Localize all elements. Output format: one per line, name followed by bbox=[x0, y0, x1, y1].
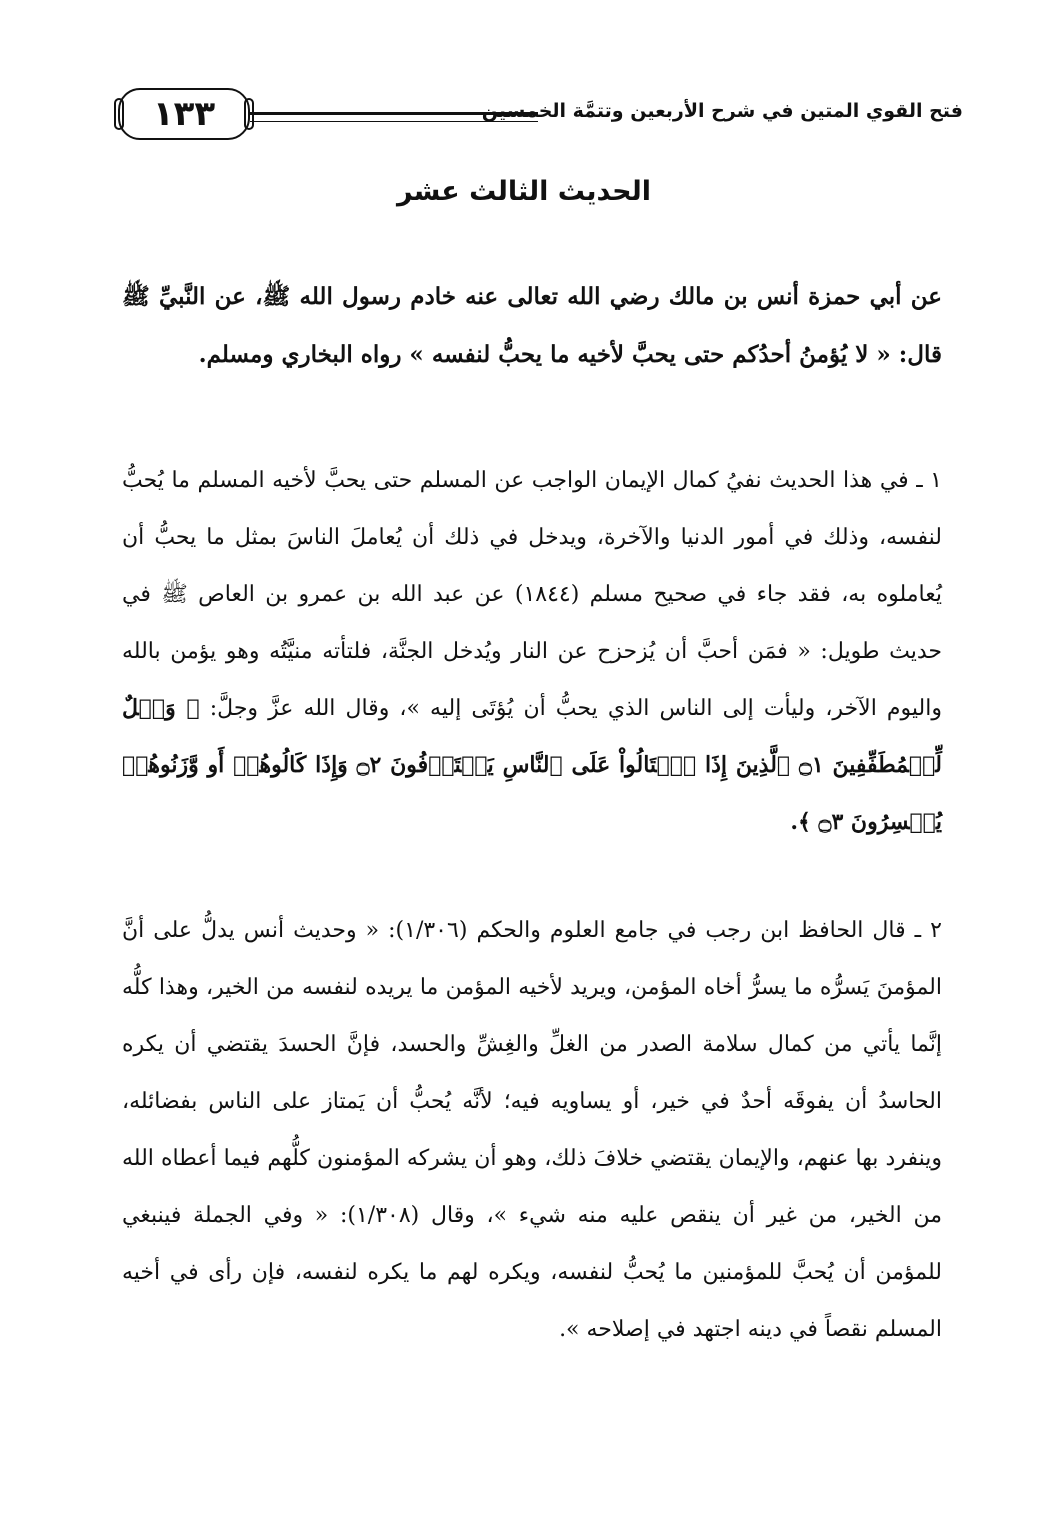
page-number-frame bbox=[118, 88, 250, 140]
commentary-paragraph-1 bbox=[122, 452, 942, 851]
page-header bbox=[118, 88, 963, 146]
chapter-title: الحديث الثالث عشر bbox=[397, 176, 651, 207]
paragraph-2-text: ٢ ـ قال الحافظ ابن رجب في جامع العلوم والحكم (١/٣٠٦): « وحديث أنس يدلُّ على أنَّ المؤمنَ يَسرُّه ما يسرُّ أخاه المؤمن، ويريد لأخيه المؤمن ما يريده لنفسه من الخير، وهذا كلُّه إنَّما يأتي من كمال سلامة الصدر من الغلِّ والغِشِّ والحسد، فإنَّ الحسدَ يقتضي أن يكره الحاسدُ أن يفوقَه أحدٌ في خير، أو يساويه فيه؛ لأنَّه يُحبُّ أن يَمتاز على الناس بفضائله، وينفرد بها عنهم، والإيمان يقتضي خلافَ ذلك، وهو أن يشركه المؤمنون كلُّهم فيما أعطاه الله من الخير، من غير أن ينقص عليه منه شيء »، وقال (١/٣٠٨): « وفي الجملة فينبغي للمؤمن أن يُحبَّ للمؤمنين ما يُحبُّ لنفسه، ويكره لهم ما يكره لنفسه، فإن رأى في أخيه المسلم نقصاً في دينه اجتهد في إصلاحه ». bbox=[122, 918, 942, 1342]
hadith-text: عن أبي حمزة أنس بن مالك رضي الله تعالى عنه خادم رسول الله ﷺ، عن النَّبيِّ ﷺ قال: « لا يُؤمنُ أحدُكم حتى يحبَّ لأخيه ما يحبُّ لنفسه » رواه البخاري ومسلم. bbox=[122, 283, 942, 368]
paragraph-1 bbox=[122, 452, 942, 851]
commentary-paragraph-2 bbox=[122, 902, 942, 1358]
paragraph-1-text: ١ ـ في هذا الحديث نفيُ كمال الإيمان الواجب عن المسلم حتى يحبَّ لأخيه المسلم ما يُحبُّ لنفسه، وذلك في أمور الدنيا والآخرة، ويدخل في ذلك أن يُعاملَ الناسَ بمثل ما يحبُّ أن يُعاملوه به، فقد جاء في صحيح مسلم (١٨٤٤) عن عبد الله بن عمرو بن العاص ﷺ في حديث طويل: « فمَن أحبَّ أن يُزحزح عن النار ويُدخل الجنَّة، فلتأته منيَّتُه وهو يؤمن بالله واليوم الآخر، وليأت إلى الناس الذي يحبُّ أن يُؤتَى إليه »، وقال الله عزَّ وجلَّ: bbox=[122, 468, 942, 721]
header-rule bbox=[250, 112, 538, 122]
running-title: فتح القوي المتين في شرح الأربعين وتتمَّة الخمسين bbox=[481, 100, 963, 122]
quran-verse: ﴿ وَيۡلٌ لِّلۡمُطَفِّفِينَ ۝١ ٱلَّذِينَ إِذَا ٱكۡتَالُواْ عَلَى ٱلنَّاسِ يَسۡتَوۡفُونَ ۝٢ وَإِذَا كَالُوهُمۡ أَو وَّزَنُوهُمۡ يُخۡسِرُونَ ۝٣ ﴾. bbox=[122, 695, 942, 835]
hadith-text-block bbox=[122, 268, 942, 384]
page-number: ١٣٣ bbox=[152, 94, 216, 134]
